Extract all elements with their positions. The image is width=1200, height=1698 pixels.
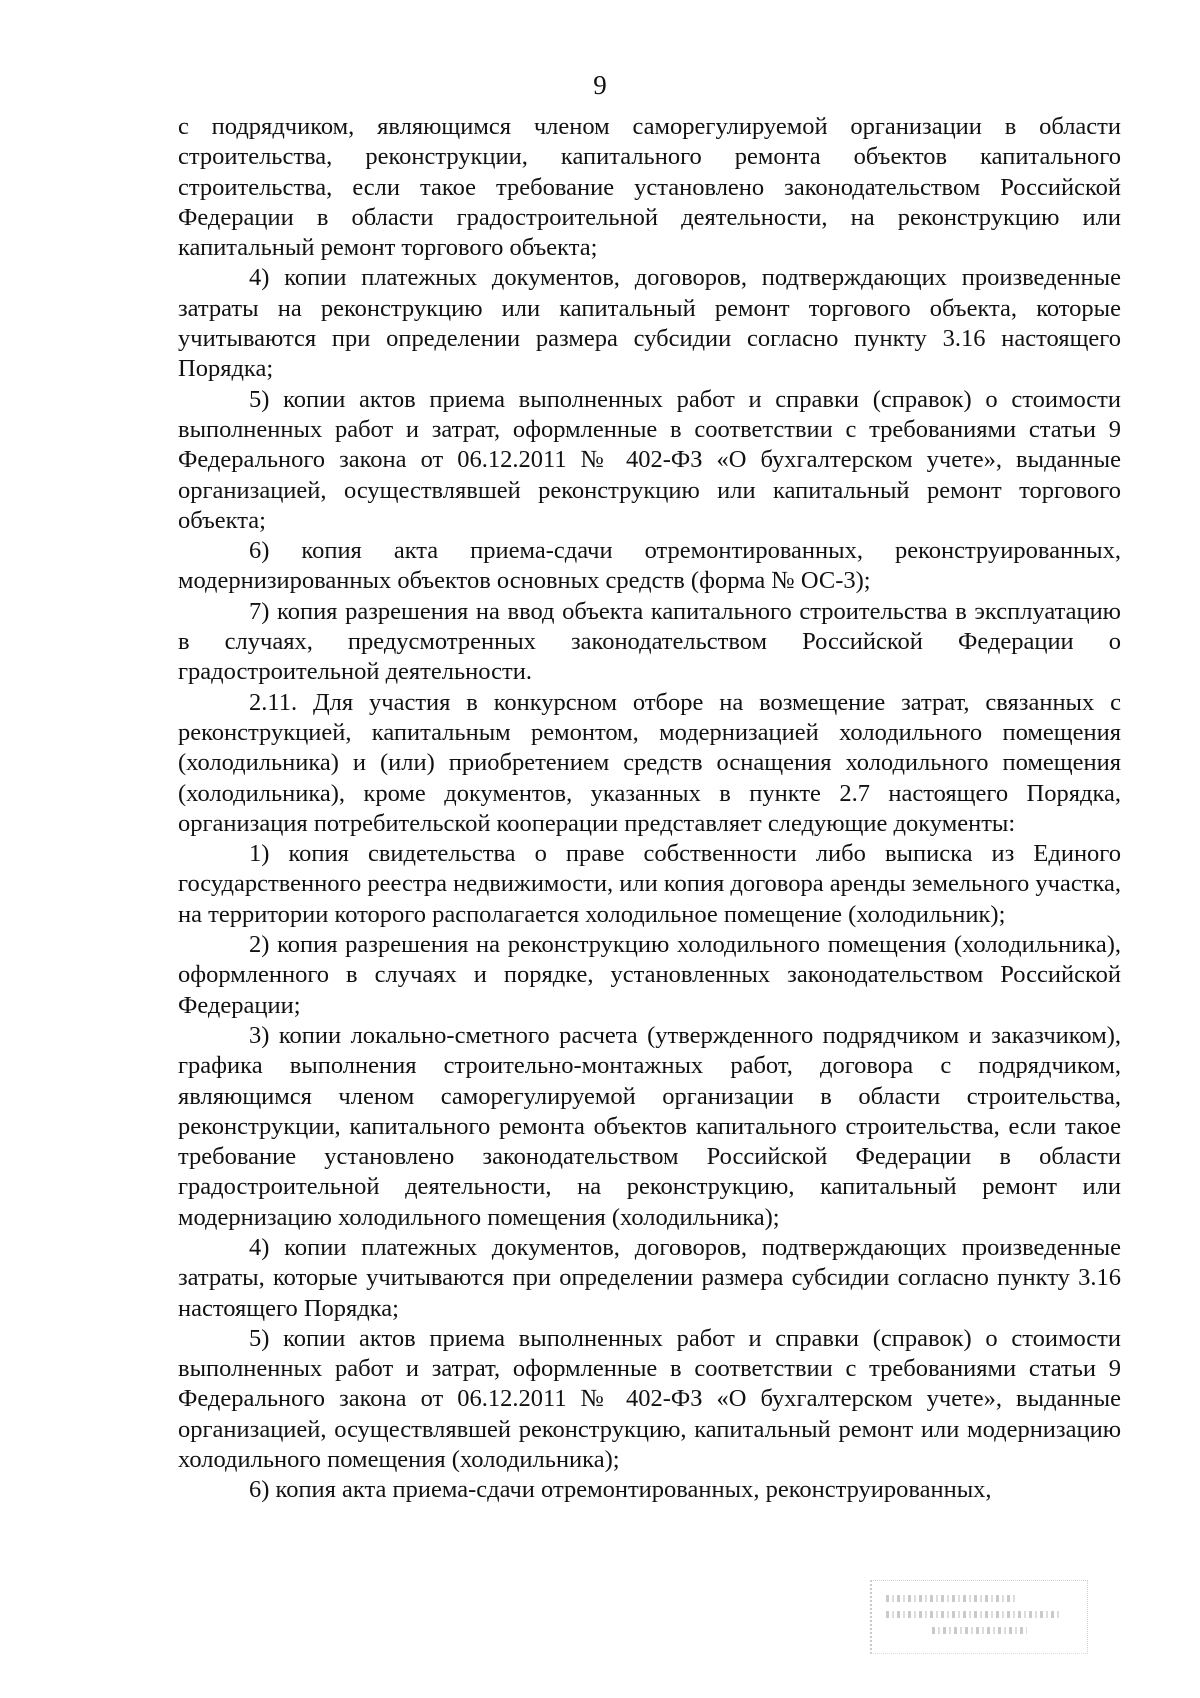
stamp-mark (932, 1627, 1027, 1634)
paragraph-item-6-acceptance-act-os3: 6) копия акта приема-сдачи отремонтированных, реконструированных, модернизированных объектов основных средств (форма № ОС-3); (178, 537, 1121, 595)
page-number: 9 (593, 70, 607, 100)
document-body (178, 112, 1121, 1506)
stamp-mark (886, 1595, 1016, 1602)
paragraph-section-2-11: 2.11. Для участия в конкурсном отборе на возмещение затрат, связанных с реконструкцией, капитальным ремонтом, модернизацией холодильного помещения (холодильника) и (или) приобретением средств оснащения холодильного помещения (холодильника), кроме документов, указанных в пункте 2.7 настоящего Порядка, организация потребительской кооперации представляет следующие документы: (178, 688, 1121, 837)
paragraph-item-4-payment-documents-refrigeration: 4) копии платежных документов, договоров, подтверждающих произведенные затраты, которые учитываются при определении размера субсидии согласно пункту 3.16 настоящего Порядка; (178, 1233, 1121, 1322)
faded-stamp (870, 1580, 1088, 1654)
paragraph-contractor-continuation: с подрядчиком, являющимся членом саморегулируемой организации в области строительства, реконструкции, капитального ремонта объектов капитального строительства, если такое требование установлено законодательством Российской Федерации в области градостроительной деятельности, на реконструкцию или капитальный ремонт торгового объекта; (178, 113, 1121, 262)
stamp-mark (886, 1611, 1061, 1618)
paragraph-item-5-acceptance-acts: 5) копии актов приема выполненных работ и справки (справок) о стоимости выполненных работ и затрат, оформленные в соответствии с требованиями статьи 9 Федерального закона от 06.12.2011 № 402-ФЗ «О бухгалтерском учете», выданные организацией, осуществлявшей реконструкцию или капитальный ремонт торгового объекта; (178, 385, 1121, 534)
paragraph-item-7-commissioning-permit: 7) копия разрешения на ввод объекта капитального строительства в эксплуатацию в случаях, предусмотренных законодательством Российской Федерации о градостроительной деятельности. (178, 597, 1121, 686)
paragraph-item-6-acceptance-act-continued: 6) копия акта приема-сдачи отремонтированных, реконструированных, (249, 1476, 992, 1504)
paragraph-item-2-reconstruction-permit: 2) копия разрешения на реконструкцию холодильного помещения (холодильника), оформленного в случаях и порядке, установленных законодательством Российской Федерации; (178, 931, 1121, 1019)
paragraph-item-4-payment-documents: 4) копии платежных документов, договоров, подтверждающих произведенные затраты на реконструкцию или капитальный ремонт торгового объекта, которые учитываются при определении размера субсидии согласно пункту 3.16 настоящего Порядка; (178, 264, 1121, 383)
paragraph-item-5-acceptance-acts-refrigeration: 5) копии актов приема выполненных работ и справки (справок) о стоимости выполненных работ и затрат, оформленные в соответствии с требованиями статьи 9 Федерального закона от 06.12.2011 № 402-ФЗ «О бухгалтерском учете», выданные организацией, осуществлявшей реконструкцию, капитальный ремонт или модернизацию холодильного помещения (холодильника); (178, 1324, 1121, 1474)
paragraph-item-3-estimate-copies: 3) копии локально-сметного расчета (утвержденного подрядчиком и заказчиком), графика выполнения строительно-монтажных работ, договора с подрядчиком, являющимся членом саморегулируемой организации в области строительства, реконструкции, капитального ремонта объектов капитального строительства, если такое требование установлено законодательством Российской Федерации в области градостроительной деятельности, на реконструкцию, капитальный ремонт или модернизацию холодильного помещения (холодильника); (178, 1021, 1121, 1231)
paragraph-item-1-ownership-certificate: 1) копия свидетельства о праве собственности либо выписка из Единого государственного реестра недвижимости, или копия договора аренды земельного участка, на территории которого располагается холодильное помещение (холодильник); (178, 840, 1121, 928)
